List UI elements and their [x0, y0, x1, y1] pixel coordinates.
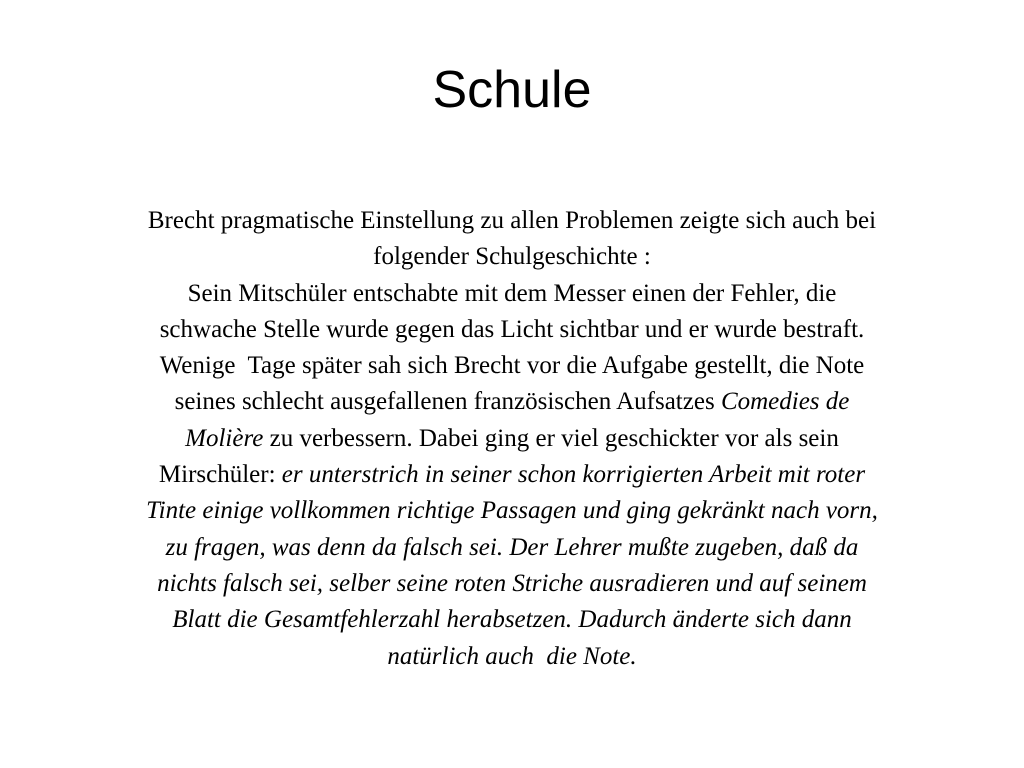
slide-body — [40, 203, 984, 675]
slide-title: Schule — [432, 61, 592, 119]
italic-text-run: er unterstrich in seiner schon korrigierten Arbeit mit roter — [281, 461, 866, 489]
body-line — [40, 421, 984, 457]
body-line — [40, 203, 984, 239]
text-run: schwache Stelle wurde gegen das Licht sichtbar und er wurde bestraft. — [159, 315, 865, 343]
body-line — [40, 457, 984, 493]
text-run: Mirschüler: — [158, 461, 282, 489]
text-run: folgender Schulgeschichte : — [373, 243, 651, 271]
italic-text-run: Molière — [185, 424, 264, 452]
italic-text-run: nichts falsch sei, selber seine roten Striche ausradieren und auf seinem — [157, 569, 867, 597]
body-line — [40, 312, 984, 348]
body-line — [40, 493, 984, 529]
body-line — [40, 239, 984, 275]
text-run: seines schlecht ausgefallenen französischen Aufsatzes — [174, 388, 721, 416]
body-line — [40, 639, 984, 675]
text-run: Sein Mitschüler entschabte mit dem Messer einen der Fehler, die — [187, 279, 837, 307]
text-run: Wenige Tage später sah sich Brecht vor die Aufgabe gestellt, die Note — [159, 352, 865, 380]
italic-text-run: Tinte einige vollkommen richtige Passagen und ging gekränkt nach vorn, — [146, 497, 878, 525]
body-line — [40, 566, 984, 602]
text-run: Brecht pragmatische Einstellung zu allen Problemen zeigte sich auch bei — [147, 207, 877, 234]
body-line — [40, 348, 984, 384]
italic-text-run: Blatt die Gesamtfehlerzahl herabsetzen. Dadurch änderte sich dann — [172, 606, 852, 634]
italic-text-run: zu fragen, was denn da falsch sei. Der Lehrer mußte zugeben, daß da — [165, 533, 859, 561]
body-line — [40, 276, 984, 312]
body-line — [40, 530, 984, 566]
body-line — [40, 384, 984, 420]
body-line — [40, 602, 984, 638]
italic-text-run: Comedies de — [720, 388, 850, 416]
italic-text-run: natürlich auch die Note. — [387, 642, 637, 670]
text-run: zu verbessern. Dabei ging er viel geschickter vor als sein — [263, 424, 839, 452]
